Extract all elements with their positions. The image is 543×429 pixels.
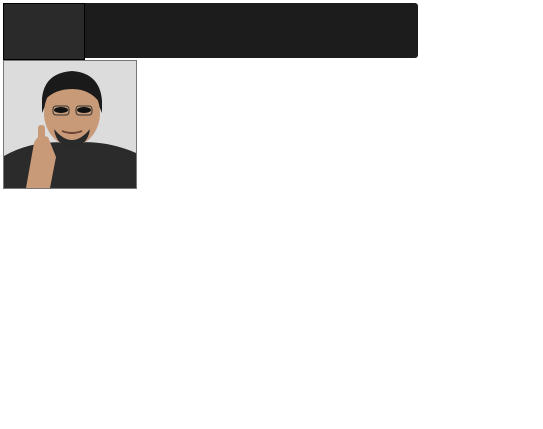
story-line <box>138 148 540 170</box>
story-line <box>138 170 540 192</box>
headline-credit <box>3 3 85 60</box>
story-line <box>138 82 540 104</box>
story-line <box>138 104 540 126</box>
story-line <box>3 214 540 236</box>
story-line <box>3 324 540 346</box>
story-line <box>3 236 540 258</box>
story-line <box>3 346 540 368</box>
story-line <box>3 302 540 324</box>
story-line <box>3 192 540 214</box>
dateline <box>422 5 540 55</box>
story-body <box>3 60 540 426</box>
portrait-illustration <box>4 61 136 188</box>
story-line <box>3 258 540 280</box>
story-line <box>3 390 540 412</box>
story-line <box>3 280 540 302</box>
story-line <box>3 368 540 390</box>
headline-banner <box>3 3 540 58</box>
portrait-photo <box>3 60 137 189</box>
story-line <box>138 60 540 82</box>
story-line <box>138 126 540 148</box>
